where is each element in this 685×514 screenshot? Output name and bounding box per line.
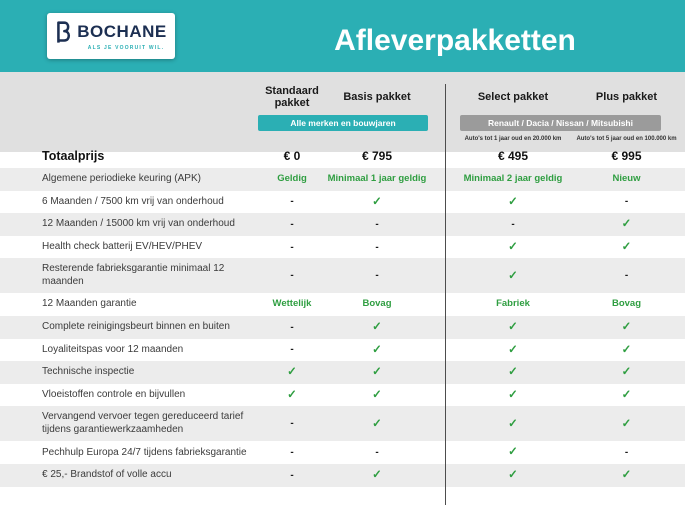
total-price-row bbox=[0, 149, 685, 163]
feature-value-select: ✓ bbox=[508, 195, 518, 208]
total-price-plus: € 995 bbox=[611, 149, 642, 163]
feature-label: Complete reinigingsbeurt binnen en buiten bbox=[42, 320, 230, 332]
table-row bbox=[0, 258, 685, 293]
feature-label: 12 Maanden garantie bbox=[42, 298, 137, 310]
table-row bbox=[0, 384, 685, 407]
badge-brand-restriction: Renault / Dacia / Nissan / Mitsubishi bbox=[460, 115, 661, 131]
brand-tagline: ALS JE VOORUIT WIL. bbox=[87, 45, 165, 51]
total-price-select: € 495 bbox=[497, 149, 529, 163]
column-header-basis: Basis pakket bbox=[343, 91, 411, 103]
table-row bbox=[0, 406, 685, 441]
feature-value-basis: - bbox=[375, 270, 379, 282]
feature-label: Pechhulp Europa 24/7 tijdens fabrieksgarantie bbox=[42, 446, 247, 458]
bochane-b-icon bbox=[55, 21, 72, 43]
column-headers-row bbox=[0, 72, 685, 109]
brand-logo bbox=[47, 13, 175, 59]
badges-row bbox=[0, 115, 685, 131]
table-row bbox=[0, 361, 685, 384]
feature-value-standaard: ✓ bbox=[287, 366, 297, 379]
subnotes-row bbox=[0, 135, 685, 143]
feature-value-plus: ✓ bbox=[621, 218, 632, 231]
feature-value-basis: - bbox=[375, 447, 379, 459]
feature-value-select: Fabriek bbox=[496, 298, 530, 310]
table-row bbox=[0, 168, 685, 191]
feature-value-basis: ✓ bbox=[372, 388, 382, 401]
table-row bbox=[0, 339, 685, 362]
feature-label: Health check batterij EV/HEV/PHEV bbox=[42, 240, 203, 252]
feature-value-select: ✓ bbox=[508, 240, 518, 253]
total-price-basis: € 795 bbox=[361, 149, 393, 163]
feature-value-select: ✓ bbox=[508, 417, 518, 430]
feature-value-plus: ✓ bbox=[621, 343, 632, 356]
table-row bbox=[0, 441, 685, 464]
feature-value-basis: - bbox=[375, 218, 379, 230]
feature-label: Algemene periodieke keuring (APK) bbox=[42, 173, 201, 184]
brand-logo-row bbox=[55, 21, 166, 43]
feature-label: Resterende fabrieksgarantie minimaal 12 maanden bbox=[42, 263, 225, 287]
feature-label: Vervangend vervoer tegen gereduceerd tarief tijdens garantiewerkzaamheden bbox=[42, 411, 244, 435]
feature-value-standaard: - bbox=[290, 270, 294, 282]
feature-value-plus: - bbox=[624, 270, 629, 282]
feature-value-standaard: - bbox=[290, 218, 294, 230]
feature-label: 6 Maanden / 7500 km vrij van onderhoud bbox=[42, 195, 224, 207]
feature-value-select: ✓ bbox=[508, 388, 518, 401]
feature-value-standaard: - bbox=[290, 447, 294, 459]
feature-value-plus: ✓ bbox=[621, 388, 632, 401]
feature-value-standaard: - bbox=[290, 418, 294, 430]
column-divider bbox=[445, 84, 446, 505]
feature-value-select: ✓ bbox=[508, 343, 518, 356]
brand-name: BOCHANE bbox=[77, 22, 167, 41]
feature-label: Vloeistoffen controle en bijvullen bbox=[42, 388, 186, 400]
column-header-standaard: Standaard pakket bbox=[265, 85, 319, 109]
table-row bbox=[0, 293, 685, 316]
table-row bbox=[0, 236, 685, 259]
feature-label: € 25,- Brandstof of volle accu bbox=[42, 469, 172, 481]
feature-value-select: Minimaal 2 jaar geldig bbox=[463, 173, 563, 185]
feature-rows bbox=[0, 168, 685, 487]
feature-value-basis: Minimaal 1 jaar geldig bbox=[327, 173, 427, 185]
feature-value-plus: ✓ bbox=[621, 240, 632, 253]
feature-value-plus: - bbox=[624, 447, 629, 459]
feature-value-plus: Bovag bbox=[611, 298, 642, 310]
feature-value-select: ✓ bbox=[508, 469, 518, 482]
feature-value-basis: ✓ bbox=[372, 366, 382, 379]
feature-value-standaard: - bbox=[290, 196, 294, 208]
feature-value-select: ✓ bbox=[508, 446, 518, 459]
table-row bbox=[0, 464, 685, 487]
feature-value-basis: ✓ bbox=[372, 195, 382, 208]
feature-label: Technische inspectie bbox=[42, 366, 135, 378]
header-band bbox=[0, 0, 685, 72]
feature-value-basis: ✓ bbox=[372, 343, 382, 356]
subnote-select: Auto's tot 1 jaar oud en 20.000 km bbox=[464, 136, 562, 142]
feature-label: Loyaliteitspas voor 12 maanden bbox=[42, 343, 184, 355]
feature-value-standaard: Wettelijk bbox=[272, 298, 312, 310]
column-header-select: Select pakket bbox=[477, 91, 549, 103]
badge-all-brands: Alle merken en bouwjaren bbox=[258, 115, 428, 131]
feature-value-basis: - bbox=[375, 241, 379, 253]
feature-value-plus: ✓ bbox=[621, 320, 632, 333]
subnote-plus: Auto's tot 5 jaar oud en 100.000 km bbox=[576, 136, 677, 142]
feature-value-standaard: ✓ bbox=[287, 388, 297, 401]
feature-value-basis: ✓ bbox=[372, 469, 382, 482]
total-price-label: Totaalprijs bbox=[42, 149, 105, 163]
feature-value-standaard: - bbox=[290, 241, 294, 253]
total-price-standaard: € 0 bbox=[283, 149, 301, 163]
feature-value-basis: ✓ bbox=[372, 417, 382, 430]
feature-value-standaard: - bbox=[290, 344, 294, 356]
feature-value-basis: Bovag bbox=[362, 298, 392, 310]
feature-value-plus: ✓ bbox=[621, 469, 632, 482]
column-header-plus: Plus pakket bbox=[595, 91, 658, 103]
table-header bbox=[0, 72, 685, 163]
table-row bbox=[0, 191, 685, 214]
table-row bbox=[0, 316, 685, 339]
feature-label: 12 Maanden / 15000 km vrij van onderhoud bbox=[42, 218, 235, 230]
feature-value-standaard: - bbox=[290, 469, 294, 481]
feature-value-plus: ✓ bbox=[621, 366, 632, 379]
feature-value-basis: ✓ bbox=[372, 320, 382, 333]
feature-value-select: ✓ bbox=[508, 320, 518, 333]
feature-value-plus: - bbox=[624, 196, 629, 208]
page-title: Afleverpakketten bbox=[334, 24, 576, 57]
feature-value-select: ✓ bbox=[508, 366, 518, 379]
feature-value-plus: ✓ bbox=[621, 417, 632, 430]
feature-value-select: ✓ bbox=[508, 269, 518, 282]
feature-value-standaard: Geldig bbox=[277, 173, 307, 185]
table-row bbox=[0, 213, 685, 236]
feature-value-select: - bbox=[511, 218, 515, 230]
feature-value-plus: Nieuw bbox=[612, 173, 641, 185]
feature-value-standaard: - bbox=[290, 321, 294, 333]
